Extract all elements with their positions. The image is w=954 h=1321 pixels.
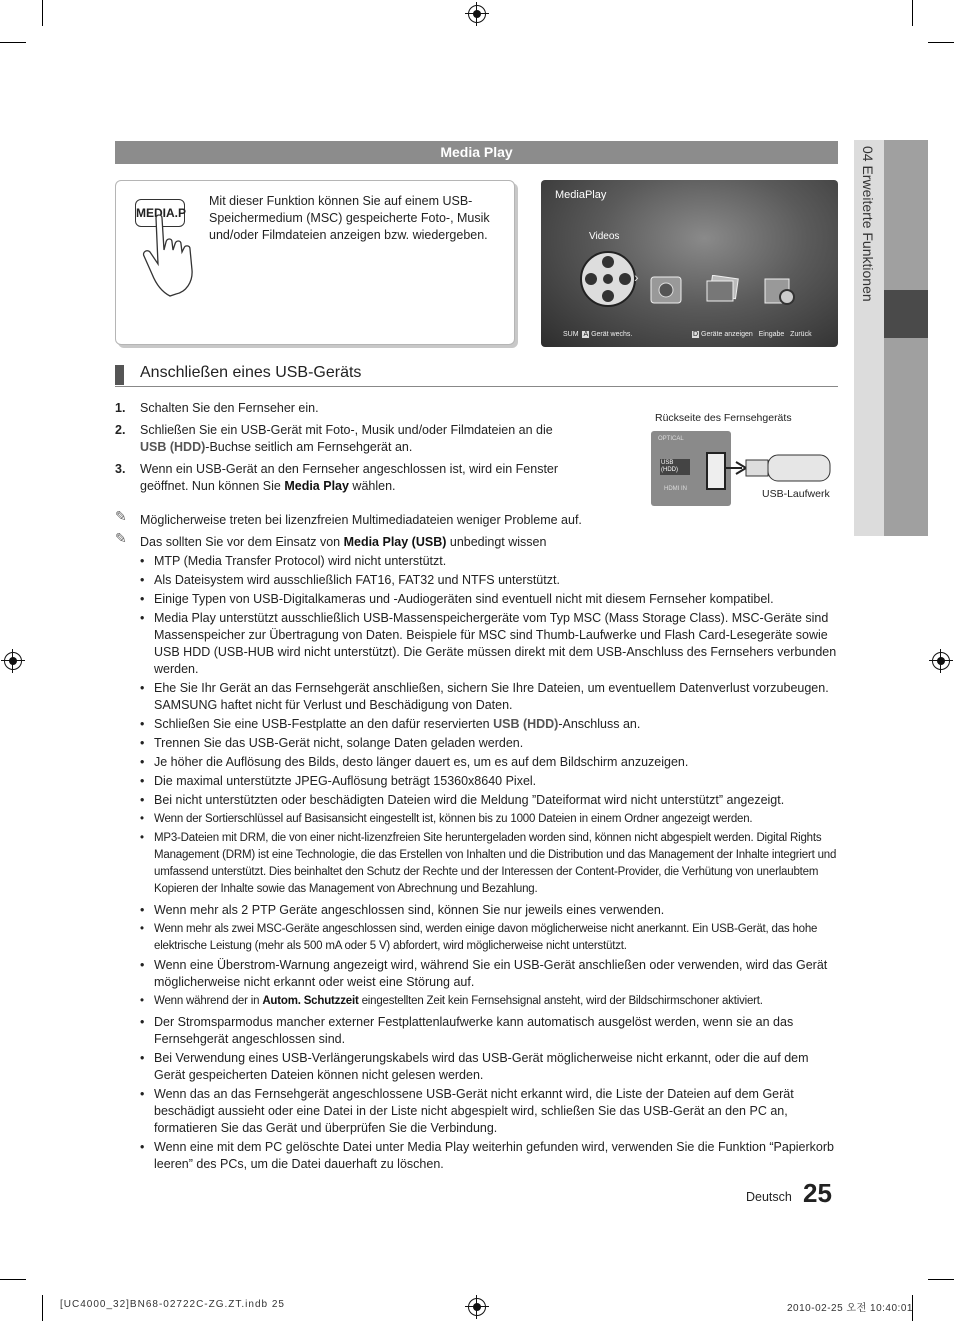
- bullet-item: • Ehe Sie Ihr Gerät an das Fernsehgerät anschließen, sichern Sie Ihre Dateien, um eventuellem Datenverlust vorzubeugen. SAMSUNG haftet nicht für Verlust und Beschädigung von Daten.: [140, 680, 840, 714]
- registration-mark-icon: [932, 652, 950, 670]
- intro-description: Mit dieser Funktion können Sie auf einem USB-Speichermedium (MSC) gespeicherte Foto-, Musik und/oder Filmdateien anzeigen bzw. wiedergeben.: [209, 194, 490, 242]
- photos-icon: [705, 275, 741, 305]
- registration-mark-icon: [468, 1298, 486, 1316]
- step-2: 2. Schließen Sie ein USB-Gerät mit Foto-, Musik und/oder Filmdateien an die USB (HDD)-Buchse seitlich am Fernsehgerät an.: [115, 423, 553, 454]
- settings-gear-icon: [763, 273, 797, 307]
- bullet-item: • MP3-Dateien mit DRM, die von einer nicht-lizenzfreien Site heruntergeladen worden sind, können nicht abgespielt werden. Digital Rights Management (DRM) ist eine Technologie, die das Erstellen von Inhalten und die Distribution und das Management der Inhalte integriert und umfassend unterstützt. Dies beinhaltet den Schutz der Rechte und der Interessen der Content-Provider, die Verhütung von unerlaubtem Kopieren der Inhalte sowie das Management von Abrechnung und Bezahlung.: [140, 830, 840, 898]
- note-pencil-icon: ✎: [115, 508, 127, 524]
- film-reel-icon: [577, 248, 639, 310]
- chapter-tab-active: [884, 290, 928, 338]
- bullet-item: • Wenn das an das Fernsehgerät angeschlossene USB-Gerät nicht erkannt wird, die Liste der Dateien auf dem Gerät beschädigt aussieht oder eine Datei in der Liste nicht abgespielt wird, schließen Sie das USB-Gerät an den PC an, formatieren Sie das Gerät und überprüfen Sie die Verbindung.: [140, 1086, 840, 1137]
- registration-mark-icon: [4, 652, 22, 670]
- bullet-item: • Je höher die Auflösung des Bilds, desto länger dauert es, um es auf dem Bildschirm anzuzeigen.: [140, 754, 840, 771]
- port-hdmi-label: HDMI IN: [664, 486, 687, 492]
- bullet-item: • Wenn eine Überstrom-Warnung angezeigt wird, während Sie ein USB-Gerät anschließen oder verwenden, wird das Gerät möglicherweise nicht erkannt oder weist eine Störung auf.: [140, 957, 840, 991]
- bullet-item: • Wenn der Sortierschlüssel auf Basisansicht eingestellt ist, können bis zu 1000 Dateien in einem Ordner angezeigt werden.: [140, 811, 840, 828]
- print-footer-right: 2010-02-25 오전 10:40:01: [787, 1303, 913, 1314]
- chapter-label: 04 Erweiterte Funktionen: [860, 146, 876, 302]
- bullet-item: • Wenn eine mit dem PC gelöschte Datei unter Media Play weiterhin gefunden wird, verwenden Sie die Funktion “Papierkorb leeren” des PCs, um die Datei dauerhaft zu löschen.: [140, 1139, 840, 1173]
- note-pencil-icon: ✎: [115, 530, 127, 546]
- media-p-button: MEDIA.P: [135, 199, 185, 227]
- bullet-item: • Wenn während der in Autom. Schutzzeit eingestellten Zeit kein Fernsehsignal ansteht, wird der Bildschirmschoner aktiviert.: [140, 993, 840, 1010]
- bullet-item: • Wenn mehr als 2 PTP Geräte angeschlossen sind, können Sie nur jeweils eines verwenden.: [140, 902, 840, 919]
- chapter-tab-strip: [884, 140, 928, 536]
- registration-mark-icon: [468, 5, 486, 23]
- bullet-item: • Wenn mehr als zwei MSC-Geräte angeschlossen sind, werden einige davon möglicherweise nicht anerkannt. Ein USB-Gerät, das hohe elektrische Leistung (mehr als 500 mA oder 5 V) abfordert, wird möglicherweise nicht unterstützt.: [140, 921, 840, 955]
- diagram-caption-bottom: USB-Laufwerk: [762, 488, 830, 500]
- bullet-list: [140, 553, 840, 1175]
- step-1: 1. Schalten Sie den Fernseher ein.: [115, 401, 319, 415]
- section-divider: [115, 386, 838, 387]
- chevron-right-icon: ›: [634, 269, 639, 285]
- bullet-item: • Trennen Sie das USB-Gerät nicht, solange Daten geladen werden.: [140, 735, 840, 752]
- tv-screen-title: MediaPlay: [555, 189, 607, 201]
- bullet-item: • Bei nicht unterstützten oder beschädigten Dateien wird die Meldung ”Dateiformat wird nicht unterstützt” angezeigt.: [140, 792, 840, 809]
- bullet-item: • MTP (Media Transfer Protocol) wird nicht unterstützt.: [140, 553, 840, 570]
- section-banner: Media Play: [115, 141, 838, 164]
- step-3: 3. Wenn ein USB-Gerät an den Fernseher angeschlossen ist, wird ein Fenster geöffnet. Nun können Sie Media Play wählen.: [115, 462, 559, 493]
- note-2: Das sollten Sie vor dem Einsatz von Media Play (USB) unbedingt wissen: [140, 535, 547, 549]
- print-footer-left: [UC4000_32]BN68-02722C-ZG.ZT.indb 25: [60, 1299, 285, 1310]
- bullet-item: • Der Stromsparmodus mancher externer Festplattenlaufwerke kann automatisch ausgelöst werden, wenn sie an das Fernsehgerät angeschlossen sind.: [140, 1014, 840, 1048]
- tv-screen-mediaplay: [541, 180, 838, 347]
- bullet-item: • Die maximal unterstützte JPEG-Auflösung beträgt 15360x8640 Pixel.: [140, 773, 840, 790]
- photo-camera-icon: [649, 273, 683, 305]
- bullet-item: • Schließen Sie eine USB-Festplatte an den dafür reservierten USB (HDD)-Anschluss an.: [140, 716, 840, 733]
- tv-selected-label: Videos: [589, 231, 620, 242]
- bullet-item: • Einige Typen von USB-Digitalkameras und -Audiogeräten sind eventuell nicht mit diesem Fernseher kompatibel.: [140, 591, 840, 608]
- tv-footer-right: D Geräte anzeigen Eingabe Zurück: [693, 331, 812, 338]
- bullet-item: • Bei Verwendung eines USB-Verlängerungskabels wird das USB-Gerät möglicherweise nicht erkannt, oder die auf dem Gerät gespeicherten Dateien können nicht gelesen werden.: [140, 1050, 840, 1084]
- port-optical-label: OPTICAL: [658, 436, 684, 442]
- bullet-item: • Als Dateisystem wird ausschließlich FAT16, FAT32 und NTFS unterstützt.: [140, 572, 840, 589]
- section-title: Anschließen eines USB-Geräts: [140, 364, 362, 381]
- hand-pointer-icon: [140, 212, 202, 298]
- section-marker: [115, 365, 124, 385]
- diagram-caption-top: Rückseite des Fernsehgeräts: [655, 412, 792, 424]
- usb-port: [706, 452, 726, 490]
- port-usb-label: USB (HDD): [660, 459, 690, 475]
- bullet-item: • Media Play unterstützt ausschließlich USB-Massenspeichergeräte vom Typ MSC (Mass Storage Class). MSC-Geräte sind Massenspeicher zur Übertragung von Daten. Beispiele für MSC sind Thumb-Laufwerke und Flash Card-Lesegeräte sowie USB HDD (USB-HUB wird nicht unterstützt). Die Geräte müssen direkt mit dem USB-Anschluss des Fernsehers verbunden werden.: [140, 610, 840, 678]
- page-number: 25: [803, 1178, 832, 1208]
- tv-footer-left: SUM A Gerät wechs.: [563, 331, 633, 338]
- page-language: Deutsch: [746, 1190, 792, 1204]
- note-1: Möglicherweise treten bei lizenzfreien Multimediadateien weniger Probleme auf.: [140, 513, 582, 527]
- usb-drive-icon: [724, 448, 836, 488]
